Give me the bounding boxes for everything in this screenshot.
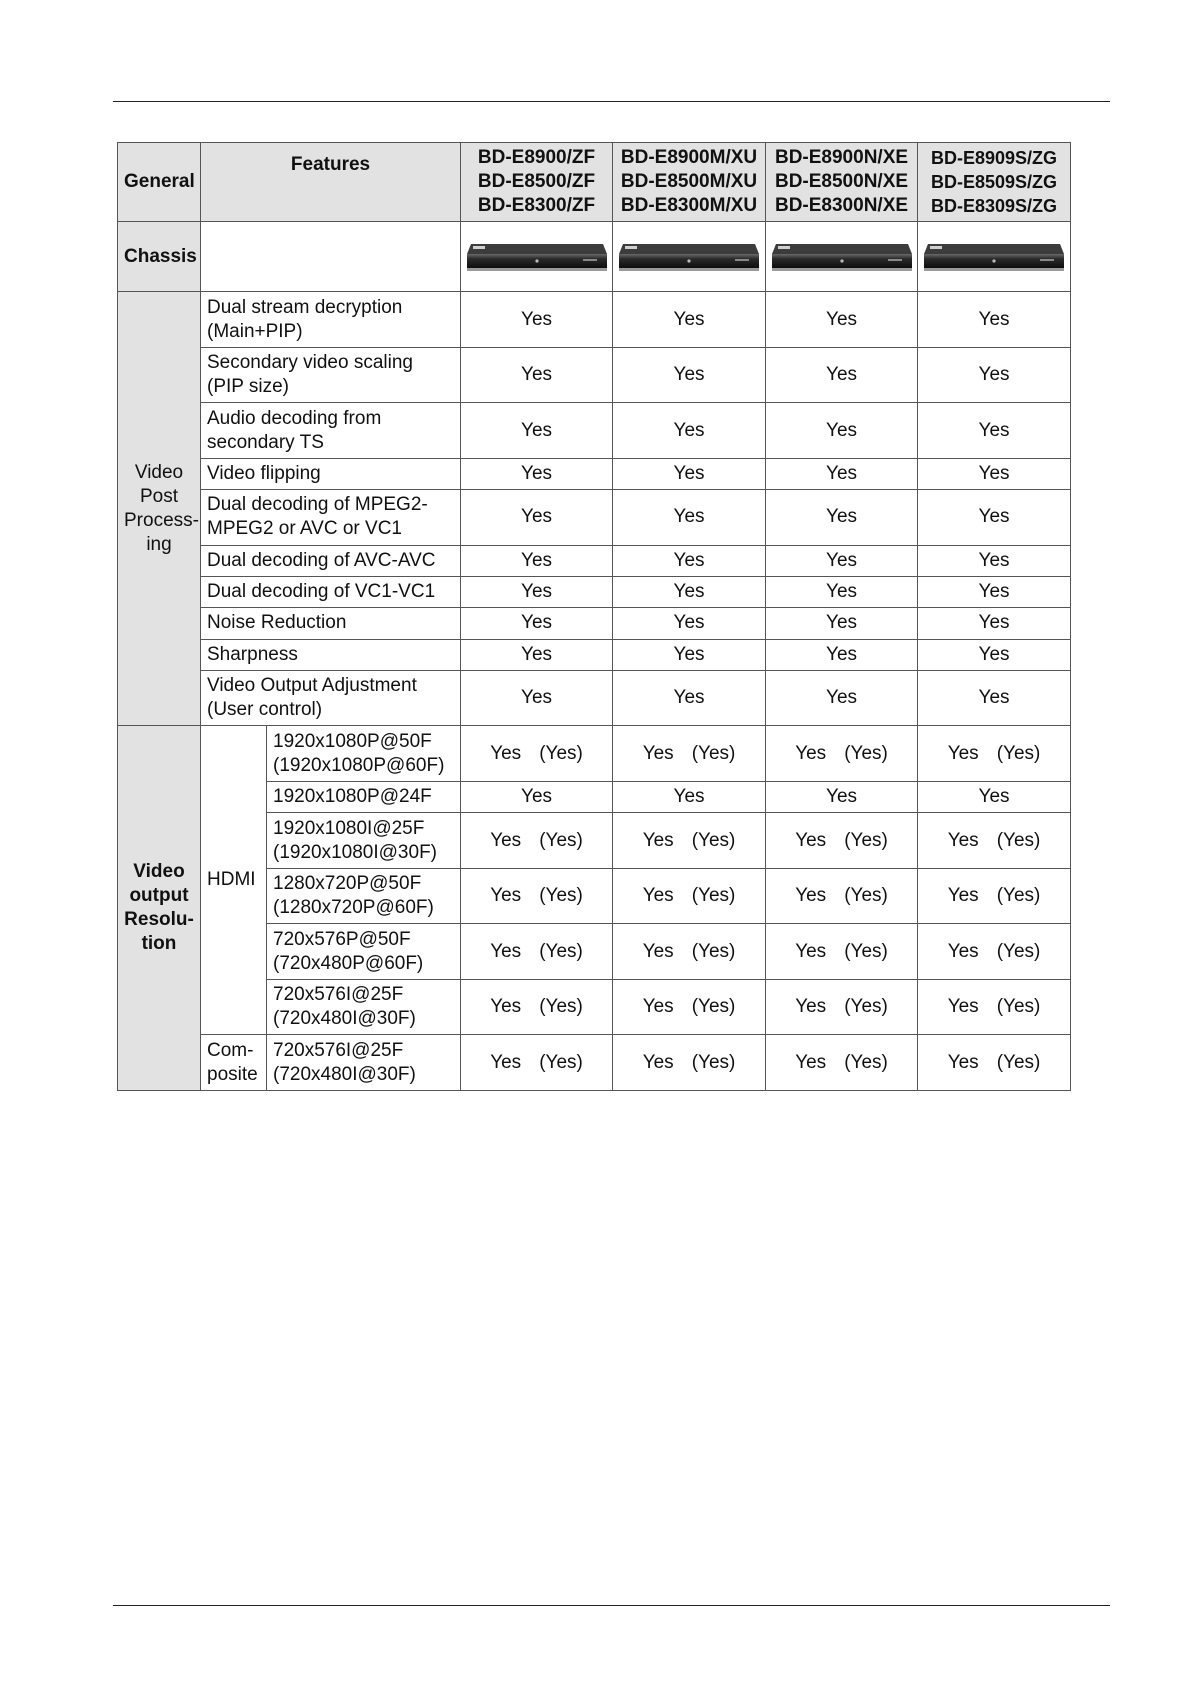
model-number: BD-E8300N/XE: [774, 194, 909, 216]
yes-text: Yes: [947, 885, 979, 907]
chassis-row: [118, 221, 1071, 292]
mode-text: (1280x720P@60F): [273, 897, 434, 919]
feature-value: [766, 608, 918, 639]
value-group: [643, 742, 736, 766]
yes-text: Yes: [795, 940, 827, 962]
value-text: Yes: [826, 419, 858, 441]
paren-yes-text: (Yes): [539, 996, 583, 1018]
feature-value: [461, 577, 613, 608]
chassis-empty-cell: [201, 221, 461, 292]
resolution-value: [766, 979, 918, 1035]
value-group: [643, 995, 736, 1019]
feature-value: [918, 639, 1071, 670]
value-group: [490, 742, 583, 766]
value-group: [490, 829, 583, 853]
feature-value: [766, 577, 918, 608]
model-number: BD-E8500M/XU: [620, 170, 758, 192]
resolution-value: [613, 1035, 766, 1091]
value-text: Yes: [826, 463, 858, 485]
video-output-resolution-category: [118, 726, 201, 1091]
value-group: [795, 995, 888, 1019]
feature-text: Dual decoding of AVC-AVC: [207, 549, 436, 571]
composite-label: posite: [207, 1063, 258, 1085]
hdmi-label-cell: [201, 726, 267, 1035]
yes-text: Yes: [947, 742, 979, 764]
resolution-mode: [267, 813, 461, 869]
feature-value: [918, 608, 1071, 639]
value-text: Yes: [826, 687, 858, 709]
value-text: Yes: [521, 308, 553, 330]
category-label: tion: [141, 933, 177, 955]
yes-text: Yes: [490, 885, 522, 907]
model-number: BD-E8909S/ZG: [930, 147, 1058, 168]
resolution-value: [918, 781, 1071, 812]
value-text: Yes: [673, 419, 705, 441]
model-number: BD-E8900M/XU: [620, 146, 758, 168]
paren-yes-text: (Yes): [539, 1051, 583, 1073]
table-row: [118, 458, 1071, 489]
value-text: Yes: [673, 687, 705, 709]
feature-value: [461, 670, 613, 726]
value-group: [795, 940, 888, 964]
value-group: [979, 785, 1010, 809]
category-label: Video: [134, 461, 184, 483]
yes-text: Yes: [795, 829, 827, 851]
resolution-value: [766, 1035, 918, 1091]
paren-yes-text: (Yes): [844, 1051, 888, 1073]
category-label: Post: [139, 485, 179, 507]
feature-value: [613, 545, 766, 576]
paren-yes-text: (Yes): [691, 940, 736, 962]
category-label: output: [129, 885, 189, 907]
value-group: [643, 940, 736, 964]
feature-name: [201, 458, 461, 489]
yes-text: Yes: [795, 885, 827, 907]
feature-value: [461, 458, 613, 489]
resolution-mode: [267, 868, 461, 924]
value-text: Yes: [673, 549, 705, 571]
value-group: [674, 785, 705, 809]
value-group: [490, 1051, 583, 1075]
resolution-value: [613, 868, 766, 924]
model-number: BD-E8900/ZF: [477, 146, 596, 168]
paren-yes-text: (Yes): [691, 885, 736, 907]
value-text: Yes: [521, 463, 553, 485]
model-header: [766, 143, 918, 222]
value-text: Yes: [826, 549, 858, 571]
feature-value: [613, 403, 766, 459]
value-text: Yes: [521, 612, 553, 634]
yes-text: Yes: [490, 1051, 522, 1073]
feature-value: [613, 490, 766, 546]
feature-text: Sharpness: [207, 643, 298, 665]
paren-yes-text: (Yes): [539, 742, 583, 764]
value-text: Yes: [978, 364, 1010, 386]
resolution-value: [613, 979, 766, 1035]
header-row: [118, 143, 1071, 222]
yes-text: Yes: [795, 1051, 827, 1073]
paren-yes-text: (Yes): [996, 940, 1041, 962]
feature-name: [201, 490, 461, 546]
yes-text: Yes: [490, 996, 522, 1018]
general-label: General: [124, 170, 195, 192]
mode-text: 1920x1080P@50F: [273, 730, 432, 752]
resolution-value: [613, 781, 766, 812]
resolution-mode: [267, 1035, 461, 1091]
yes-text: Yes: [673, 786, 705, 808]
value-text: Yes: [673, 581, 705, 603]
mode-text: 1920x1080I@25F: [273, 817, 425, 839]
feature-text: Audio decoding from secondary TS: [207, 407, 382, 453]
feature-value: [461, 639, 613, 670]
mode-text: (1920x1080P@60F): [273, 754, 445, 776]
model-number: BD-E8309S/ZG: [930, 195, 1058, 216]
category-label: Video: [133, 861, 185, 883]
resolution-mode: [267, 924, 461, 980]
value-group: [795, 1051, 888, 1075]
paren-yes-text: (Yes): [691, 996, 736, 1018]
value-text: Yes: [978, 463, 1010, 485]
paren-yes-text: (Yes): [539, 940, 583, 962]
yes-text: Yes: [642, 940, 674, 962]
table-row: [118, 639, 1071, 670]
paren-yes-text: (Yes): [844, 742, 888, 764]
resolution-value: [461, 1035, 613, 1091]
resolution-value: [461, 726, 613, 782]
value-text: Yes: [521, 549, 553, 571]
feature-name: [201, 639, 461, 670]
yes-text: Yes: [947, 1051, 979, 1073]
value-group: [948, 940, 1041, 964]
resolution-value: [766, 726, 918, 782]
yes-text: Yes: [490, 829, 522, 851]
paren-yes-text: (Yes): [996, 1051, 1041, 1073]
resolution-value: [918, 726, 1071, 782]
feature-text: Video flipping: [207, 463, 321, 485]
chassis-image-cell: [613, 221, 766, 292]
model-number: BD-E8500/ZF: [477, 170, 596, 192]
value-group: [521, 785, 552, 809]
composite-label-cell: [201, 1035, 267, 1091]
feature-value: [766, 403, 918, 459]
feature-value: [461, 292, 613, 348]
feature-text: Noise Reduction: [207, 612, 347, 634]
yes-text: Yes: [947, 940, 979, 962]
chassis-image-cell: [461, 221, 613, 292]
value-text: Yes: [826, 308, 858, 330]
feature-value: [918, 347, 1071, 403]
feature-text: Dual stream decryption (Main+PIP): [207, 296, 403, 342]
feature-name: [201, 670, 461, 726]
category-label: Process-: [124, 509, 199, 531]
blu-ray-player-icon: [766, 230, 917, 283]
yes-text: Yes: [795, 742, 827, 764]
value-text: Yes: [978, 549, 1010, 571]
yes-text: Yes: [490, 940, 522, 962]
mode-text: (1920x1080I@30F): [273, 841, 437, 863]
yes-text: Yes: [642, 1051, 674, 1073]
value-group: [795, 742, 888, 766]
value-text: Yes: [826, 506, 858, 528]
feature-value: [613, 608, 766, 639]
resolution-value: [461, 781, 613, 812]
value-group: [490, 940, 583, 964]
value-text: Yes: [978, 308, 1010, 330]
paren-yes-text: (Yes): [844, 885, 888, 907]
model-number: BD-E8300M/XU: [620, 194, 758, 216]
value-text: Yes: [978, 581, 1010, 603]
value-group: [643, 1051, 736, 1075]
yes-text: Yes: [642, 742, 674, 764]
feature-value: [461, 545, 613, 576]
header-rule: [113, 101, 1110, 102]
table-row: [118, 545, 1071, 576]
chassis-label: Chassis: [124, 245, 197, 267]
table-row: [118, 726, 1071, 782]
paren-yes-text: (Yes): [996, 885, 1041, 907]
table-row: [118, 1035, 1071, 1091]
feature-value: [461, 403, 613, 459]
chassis-image-cell: [766, 221, 918, 292]
feature-text: Dual decoding of VC1-VC1: [207, 581, 436, 603]
table-row: [118, 490, 1071, 546]
value-group: [948, 829, 1041, 853]
value-text: Yes: [978, 506, 1010, 528]
yes-text: Yes: [642, 996, 674, 1018]
feature-name: [201, 608, 461, 639]
feature-name: [201, 292, 461, 348]
mode-text: (720x480I@30F): [273, 1063, 416, 1085]
paren-yes-text: (Yes): [844, 829, 888, 851]
value-group: [948, 1051, 1041, 1075]
resolution-value: [918, 924, 1071, 980]
feature-value: [918, 577, 1071, 608]
mode-text: (720x480P@60F): [273, 952, 424, 974]
category-label: Resolu-: [124, 909, 194, 931]
yes-text: Yes: [826, 786, 858, 808]
feature-name: [201, 545, 461, 576]
feature-value: [766, 347, 918, 403]
value-text: Yes: [521, 506, 553, 528]
table-row: [118, 670, 1071, 726]
value-text: Yes: [673, 308, 705, 330]
value-text: Yes: [978, 687, 1010, 709]
paren-yes-text: (Yes): [539, 885, 583, 907]
feature-value: [918, 545, 1071, 576]
value-text: Yes: [521, 364, 553, 386]
feature-text: Secondary video scaling (PIP size): [207, 352, 413, 398]
resolution-mode: [267, 979, 461, 1035]
value-group: [643, 884, 736, 908]
resolution-value: [918, 813, 1071, 869]
feature-name: [201, 403, 461, 459]
paren-yes-text: (Yes): [996, 996, 1041, 1018]
value-group: [643, 829, 736, 853]
category-label: ing: [146, 533, 172, 555]
yes-text: Yes: [642, 829, 674, 851]
yes-text: Yes: [947, 996, 979, 1018]
value-text: Yes: [673, 463, 705, 485]
spec-table: [117, 142, 1071, 1091]
resolution-mode: [267, 726, 461, 782]
value-text: Yes: [521, 419, 553, 441]
footer-rule: [113, 1605, 1110, 1606]
value-text: Yes: [978, 419, 1010, 441]
paren-yes-text: (Yes): [844, 996, 888, 1018]
yes-text: Yes: [795, 996, 827, 1018]
feature-name: [201, 347, 461, 403]
model-header: [918, 143, 1071, 222]
value-text: Yes: [521, 687, 553, 709]
paren-yes-text: (Yes): [844, 940, 888, 962]
feature-value: [918, 458, 1071, 489]
model-number: BD-E8900N/XE: [774, 146, 909, 168]
feature-value: [766, 670, 918, 726]
table-row: [118, 347, 1071, 403]
blu-ray-player-icon: [461, 230, 612, 283]
paren-yes-text: (Yes): [539, 829, 583, 851]
paren-yes-text: (Yes): [996, 742, 1041, 764]
resolution-value: [918, 868, 1071, 924]
feature-value: [613, 639, 766, 670]
value-text: Yes: [673, 643, 705, 665]
feature-value: [918, 490, 1071, 546]
feature-value: [613, 670, 766, 726]
value-text: Yes: [826, 364, 858, 386]
value-group: [795, 884, 888, 908]
resolution-value: [766, 781, 918, 812]
paren-yes-text: (Yes): [996, 829, 1041, 851]
paren-yes-text: (Yes): [691, 1051, 736, 1073]
value-group: [948, 742, 1041, 766]
features-label: Features: [290, 154, 371, 175]
model-number: BD-E8500N/XE: [774, 170, 909, 192]
video-post-processing-category: [118, 292, 201, 726]
hdmi-label: HDMI: [207, 869, 256, 891]
model-number: BD-E8300/ZF: [477, 194, 596, 216]
resolution-value: [766, 813, 918, 869]
value-text: Yes: [673, 612, 705, 634]
feature-name: [201, 577, 461, 608]
value-text: Yes: [673, 364, 705, 386]
value-text: Yes: [978, 612, 1010, 634]
mode-text: 1920x1080P@24F: [273, 786, 432, 808]
resolution-value: [613, 726, 766, 782]
model-header: [613, 143, 766, 222]
mode-text: (720x480I@30F): [273, 1008, 416, 1030]
feature-text: Video Output Adjustment (User control): [207, 675, 417, 721]
table-row: [118, 577, 1071, 608]
chassis-header: [118, 221, 201, 292]
value-group: [826, 785, 857, 809]
yes-text: Yes: [642, 885, 674, 907]
value-text: Yes: [673, 506, 705, 528]
resolution-value: [766, 924, 918, 980]
value-text: Yes: [521, 581, 553, 603]
feature-value: [918, 670, 1071, 726]
value-text: Yes: [826, 581, 858, 603]
feature-value: [766, 639, 918, 670]
mode-text: 720x576P@50F: [273, 928, 411, 950]
feature-text: Dual decoding of MPEG2-MPEG2 or AVC or VC1: [207, 494, 428, 540]
feature-value: [766, 292, 918, 348]
feature-value: [766, 458, 918, 489]
model-header: [461, 143, 613, 222]
yes-text: Yes: [521, 786, 553, 808]
composite-label: Com-: [207, 1039, 254, 1061]
value-group: [490, 995, 583, 1019]
mode-text: 1280x720P@50F: [273, 873, 422, 895]
mode-text: 720x576I@25F: [273, 984, 404, 1006]
feature-value: [613, 347, 766, 403]
mode-text: 720x576I@25F: [273, 1039, 404, 1061]
blu-ray-player-icon: [613, 230, 765, 283]
resolution-value: [613, 924, 766, 980]
yes-text: Yes: [978, 786, 1010, 808]
resolution-mode: [267, 781, 461, 812]
table-row: [118, 403, 1071, 459]
table-row: [118, 608, 1071, 639]
resolution-value: [766, 868, 918, 924]
feature-value: [461, 347, 613, 403]
value-group: [795, 829, 888, 853]
value-text: Yes: [521, 643, 553, 665]
resolution-value: [461, 813, 613, 869]
resolution-value: [918, 1035, 1071, 1091]
resolution-value: [461, 979, 613, 1035]
model-number: BD-E8509S/ZG: [930, 171, 1058, 192]
resolution-value: [918, 979, 1071, 1035]
value-text: Yes: [826, 643, 858, 665]
features-header: [201, 143, 461, 222]
feature-value: [461, 608, 613, 639]
general-header: [118, 143, 201, 222]
feature-value: [918, 292, 1071, 348]
paren-yes-text: (Yes): [691, 829, 736, 851]
resolution-value: [461, 868, 613, 924]
table-row: [118, 292, 1071, 348]
yes-text: Yes: [947, 829, 979, 851]
feature-value: [766, 490, 918, 546]
feature-value: [766, 545, 918, 576]
value-group: [490, 884, 583, 908]
value-text: Yes: [978, 643, 1010, 665]
value-group: [948, 884, 1041, 908]
value-group: [948, 995, 1041, 1019]
chassis-image-cell: [918, 221, 1071, 292]
resolution-value: [613, 813, 766, 869]
feature-value: [918, 403, 1071, 459]
resolution-value: [461, 924, 613, 980]
blu-ray-player-icon: [918, 230, 1070, 283]
feature-value: [613, 292, 766, 348]
paren-yes-text: (Yes): [691, 742, 736, 764]
feature-value: [461, 490, 613, 546]
value-text: Yes: [826, 612, 858, 634]
yes-text: Yes: [490, 742, 522, 764]
feature-value: [613, 458, 766, 489]
feature-value: [613, 577, 766, 608]
